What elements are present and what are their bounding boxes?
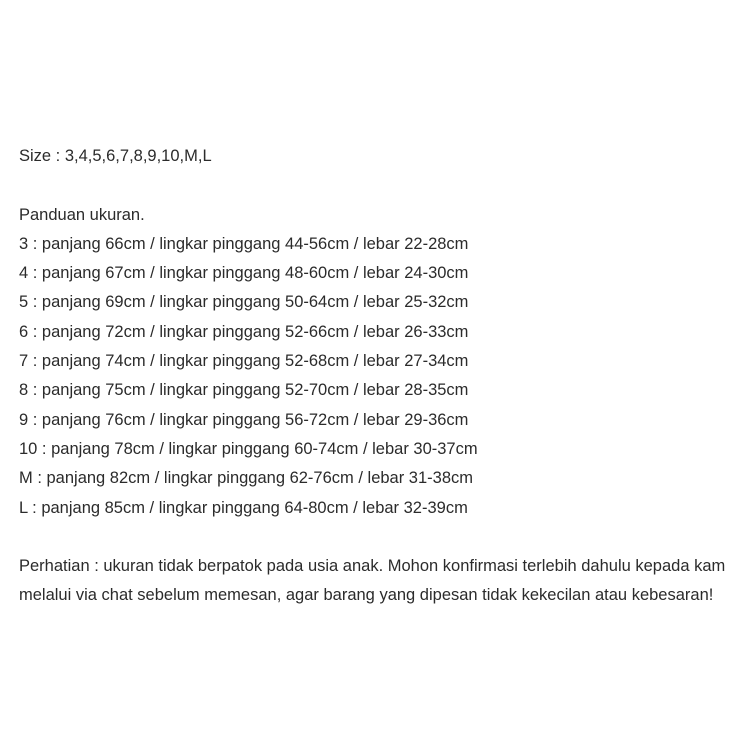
size-guide-row: 5 : panjang 69cm / lingkar pinggang 50-64cm / lebar 25-32cm (19, 293, 469, 312)
size-guide-row: 6 : panjang 72cm / lingkar pinggang 52-66cm / lebar 26-33cm (19, 322, 469, 341)
notice-line: melalui via chat sebelum memesan, agar barang yang dipesan tidak kekecilan atau kebesaran! (19, 586, 714, 605)
size-guide-row: M : panjang 82cm / lingkar pinggang 62-76cm / lebar 31-38cm (19, 469, 473, 488)
size-guide-row: 9 : panjang 76cm / lingkar pinggang 56-72cm / lebar 29-36cm (19, 410, 469, 429)
size-guide-row: 7 : panjang 74cm / lingkar pinggang 52-68cm / lebar 27-34cm (19, 352, 469, 371)
size-line: Size : 3,4,5,6,7,8,9,10,M,L (19, 147, 212, 165)
size-guide-row: 8 : panjang 75cm / lingkar pinggang 52-70cm / lebar 28-35cm (19, 381, 469, 400)
spacer (19, 171, 725, 200)
size-guide-row: 4 : panjang 67cm / lingkar pinggang 48-60cm / lebar 24-30cm (19, 264, 469, 283)
size-guide-row: 3 : panjang 66cm / lingkar pinggang 44-56cm / lebar 22-28cm (19, 234, 469, 253)
size-guide-row: L : panjang 85cm / lingkar pinggang 64-80cm / lebar 32-39cm (19, 498, 468, 517)
product-description (19, 142, 725, 611)
size-guide-row: 10 : panjang 78cm / lingkar pinggang 60-74cm / lebar 30-37cm (19, 439, 478, 458)
spacer (19, 523, 725, 552)
size-guide-title: Panduan ukuran. (19, 205, 145, 224)
notice-line: Perhatian : ukuran tidak berpatok pada usia anak. Mohon konfirmasi terlebih dahulu kepada kam (19, 557, 726, 576)
